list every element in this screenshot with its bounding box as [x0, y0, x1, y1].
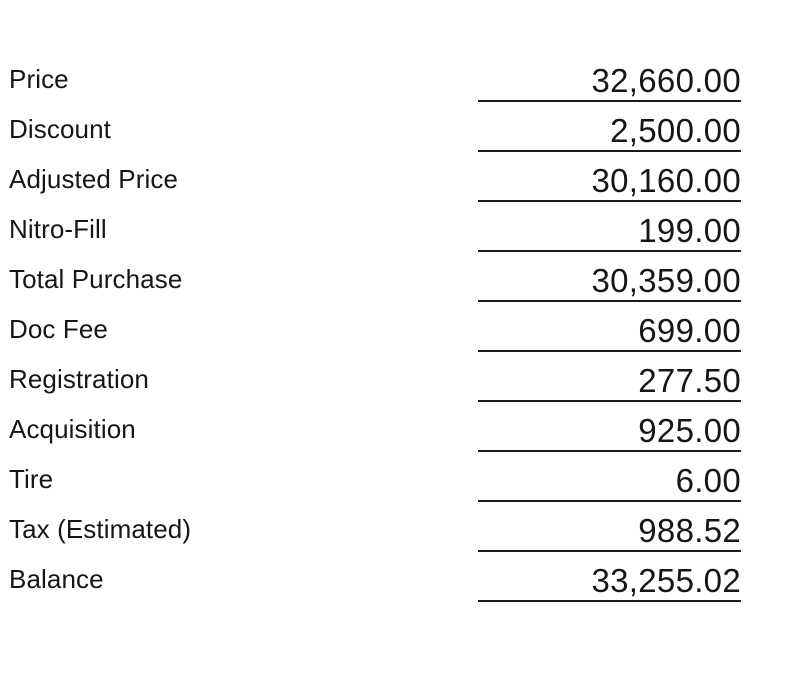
- line-item-discount: [0, 102, 794, 152]
- line-item-registration: [0, 352, 794, 402]
- line-item-label: Tire: [9, 464, 54, 494]
- line-item-label: Discount: [9, 114, 111, 144]
- line-item-label: Nitro-Fill: [9, 214, 107, 244]
- line-item-amount: 277.50: [638, 362, 741, 399]
- line-item-amount: 988.52: [638, 512, 741, 549]
- line-item-amount: 32,660.00: [591, 62, 741, 99]
- line-item-price: [0, 52, 794, 102]
- line-item-amount: 699.00: [638, 312, 741, 349]
- line-item-amount: 30,160.00: [591, 162, 741, 199]
- line-item-amount: 6.00: [675, 462, 741, 499]
- line-item-label: Tax (Estimated): [9, 514, 192, 544]
- line-item-label: Acquisition: [9, 414, 136, 444]
- line-item-amount: 199.00: [638, 212, 741, 249]
- line-item-tire: [0, 452, 794, 502]
- line-item-tax: [0, 502, 794, 552]
- line-item-label: Balance: [9, 564, 104, 594]
- line-item-nitro-fill: [0, 202, 794, 252]
- line-item-acquisition: [0, 402, 794, 452]
- line-item-amount: 2,500.00: [610, 112, 741, 149]
- line-item-amount: 30,359.00: [591, 262, 741, 299]
- line-item-label: Price: [9, 64, 69, 94]
- line-item-total-purchase: [0, 252, 794, 302]
- underline: [478, 600, 741, 602]
- line-item-balance: [0, 552, 794, 602]
- line-item-doc-fee: [0, 302, 794, 352]
- line-item-amount: 33,255.02: [591, 562, 741, 599]
- line-item-amount: 925.00: [638, 412, 741, 449]
- line-item-label: Registration: [9, 364, 149, 394]
- line-item-label: Total Purchase: [9, 264, 183, 294]
- line-item-adjusted-price: [0, 152, 794, 202]
- line-item-label: Adjusted Price: [9, 164, 179, 194]
- line-item-label: Doc Fee: [9, 314, 108, 344]
